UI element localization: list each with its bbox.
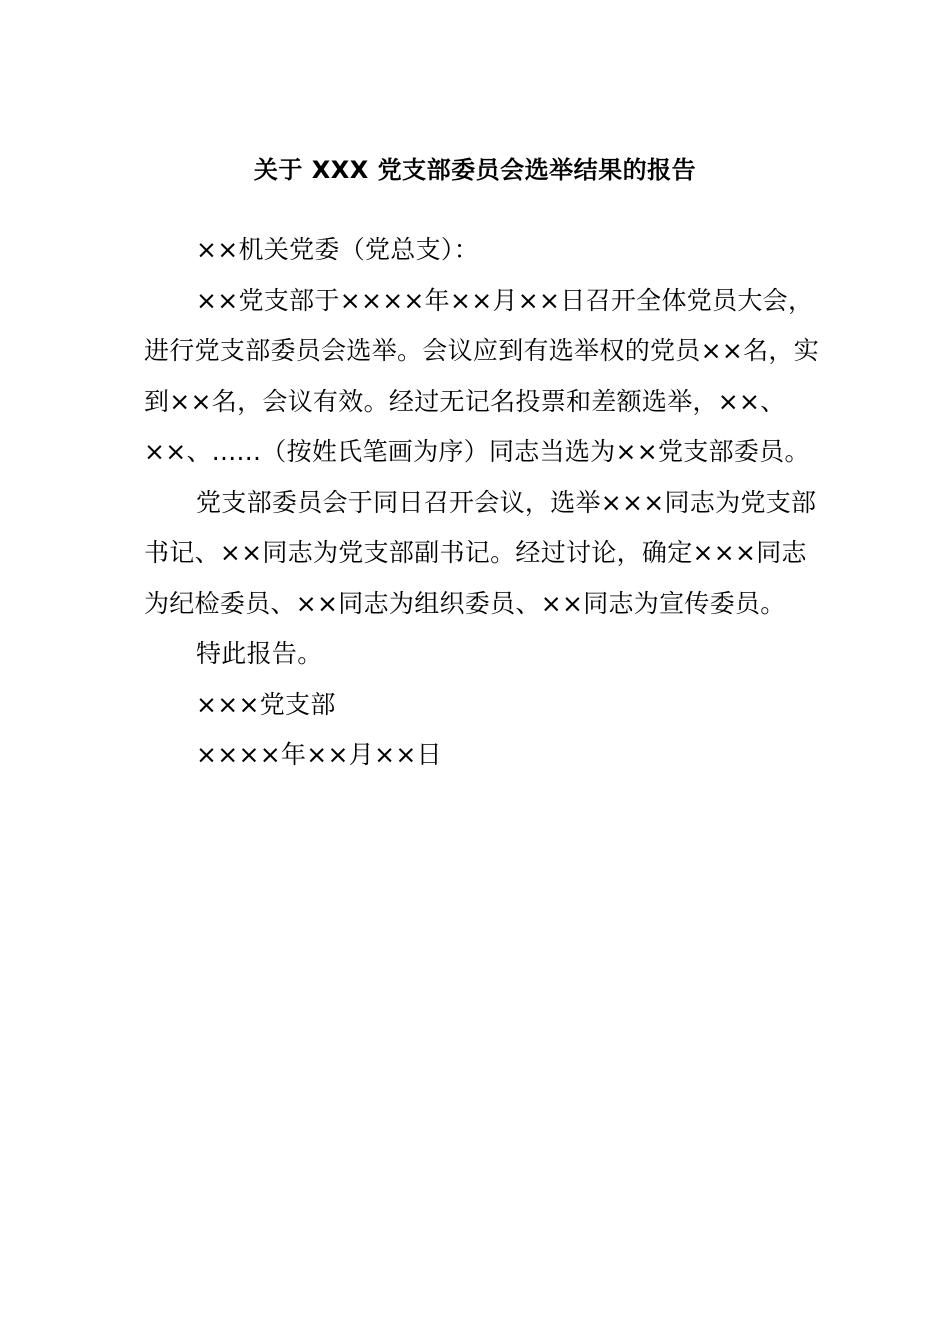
paragraph-committee: 党支部委员会于同日召开会议，选举×××同志为党支部书记、××同志为党支部副书记。经过讨论，确定×××同志为纪检委员、××同志为组织委员、××同志为宣传委员。 [144, 487, 817, 618]
report-date: ××××年××月××日 [196, 740, 442, 769]
closing-text: 特此报告。 [196, 639, 323, 668]
signature: ×××党支部 [196, 689, 336, 719]
document-title: 关于 XXX 党支部委员会选举结果的报告 [253, 156, 697, 184]
salutation: ××机关党委（党总支）： [196, 235, 479, 264]
paragraph-election: ××党支部于××××年××月××日召开全体党员大会，进行党支部委员会选举。会议应到有选举权的党员××名，实到××名，会议有效。经过无记名投票和差额选举，××、××、......（按姓氏笔画为序）同志当选为××党支部委员。 [144, 285, 819, 466]
document-body [144, 225, 824, 781]
